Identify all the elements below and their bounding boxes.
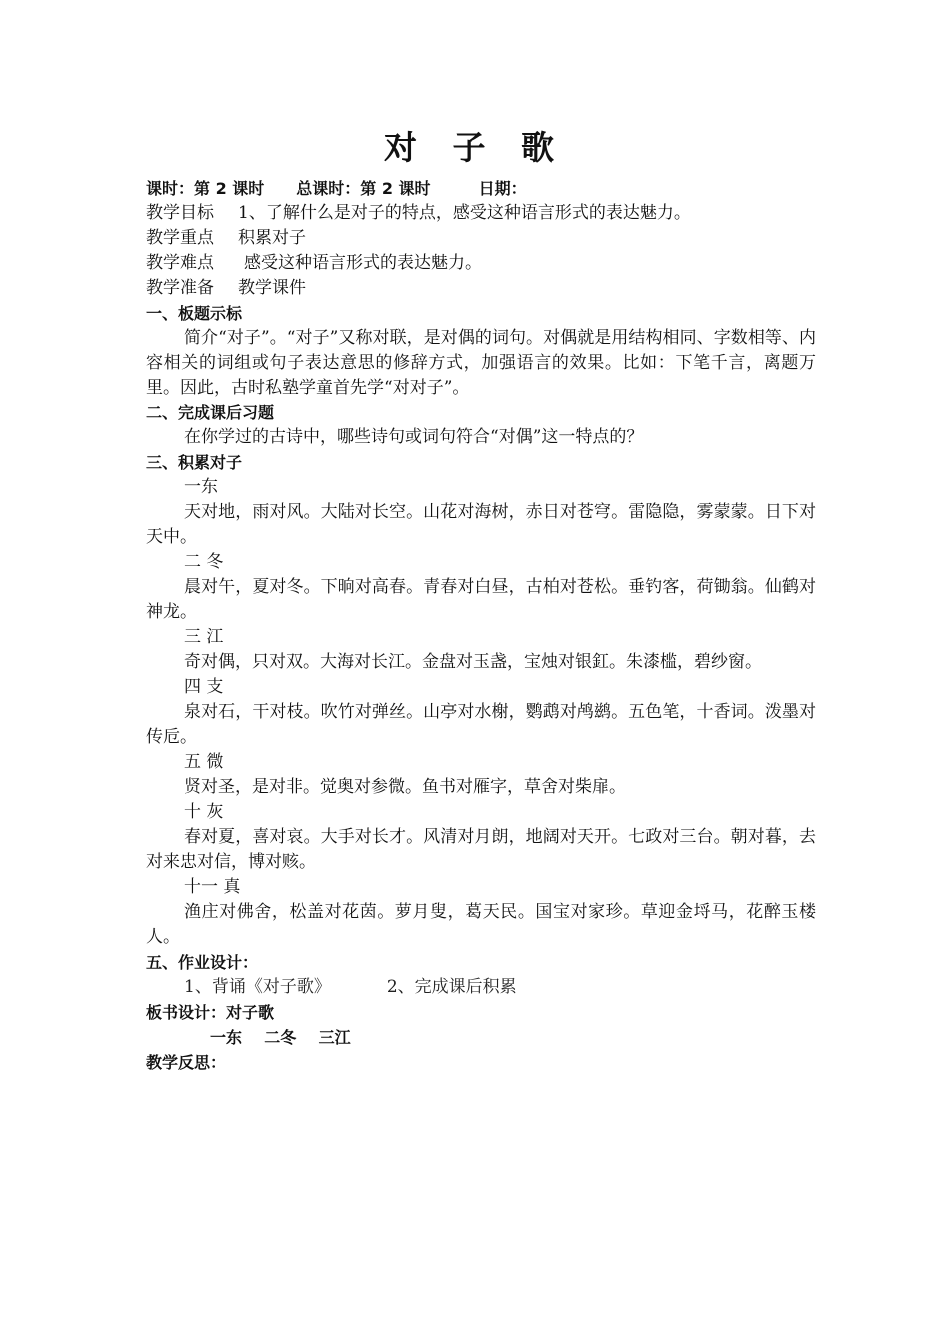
- board-design-label: 板书设计：对子歌: [146, 1003, 275, 1022]
- preparation-row: [146, 276, 816, 301]
- section-1-paragraph: 简介“对子”。“对子”又称对联，是对偶的词句。对偶就是用结构相同、字数相等、内容相关的词组或句子表达意思的修辞方式，加强语言的效果。比如：下笔千言，离题万里。因此，古时私塾学童首先学“对对子”。: [146, 328, 816, 398]
- objective-row: [146, 201, 816, 226]
- rhyme-6-text: 春对夏，喜对哀。大手对长才。风清对月朗，地阔对天开。七政对三台。朝对暮，去对来忠对信，博对赅。: [146, 827, 816, 872]
- lesson-meta-row: [146, 176, 816, 201]
- board-design-items: 一东 二冬 三江: [210, 1028, 351, 1047]
- section-2-heading: 二、完成课后习题: [146, 403, 275, 422]
- page-title: 对 子 歌: [384, 128, 566, 167]
- homework-item-1: 1、背诵《对子歌》: [184, 977, 331, 997]
- rhyme-2-name: 二 冬: [184, 552, 224, 572]
- objective-text: 1、了解什么是对子的特点，感受这种语言形式的表达魅力。: [238, 203, 691, 223]
- section-2-text: 在你学过的古诗中，哪些诗句或词句符合“对偶”这一特点的？: [184, 427, 644, 447]
- homework-item-2: 2、完成课后积累: [386, 977, 517, 997]
- rhyme-1-name: 一东: [184, 477, 218, 497]
- section-1-heading: 一、板题示标: [146, 304, 243, 323]
- objective-label: 教学目标: [146, 203, 214, 223]
- difficulty-label: 教学难点: [146, 253, 214, 273]
- rhyme-1-text: 天对地，雨对风。大陆对长空。山花对海树，赤日对苍穹。雷隐隐，雾蒙蒙。日下对天中。: [146, 502, 816, 547]
- reflection-label: 教学反思：: [146, 1053, 227, 1072]
- rhyme-5-text: 贤对圣，是对非。觉奥对参微。鱼书对雁字，草舍对柴扉。: [184, 777, 626, 797]
- rhyme-3-text: 奇对偶，只对双。大海对长江。金盘对玉盏，宝烛对银釭。朱漆槛，碧纱窗。: [184, 652, 762, 672]
- date-label: 日期：: [478, 179, 527, 198]
- key-point-row: [146, 226, 816, 251]
- rhyme-3-name: 三 江: [184, 627, 224, 647]
- rhyme-5-name: 五 微: [184, 752, 224, 772]
- lesson-label: 课时：第 2 课时: [146, 179, 265, 198]
- difficulty-row: [146, 251, 816, 276]
- rhyme-2-text: 晨对午，夏对冬。下晌对高春。青春对白昼，古柏对苍松。垂钓客，荷锄翁。仙鹤对神龙。: [146, 577, 816, 622]
- rhyme-7-text: 渔庄对佛舍，松盖对花茵。萝月叟，葛天民。国宝对家珍。草迎金埒马，花醉玉楼人。: [146, 902, 816, 947]
- difficulty-text: 感受这种语言形式的表达魅力。: [244, 253, 482, 273]
- key-point-text: 积累对子: [238, 228, 306, 248]
- section-3-heading: 三、积累对子: [146, 453, 243, 472]
- homework-row: [184, 975, 816, 1000]
- preparation-label: 教学准备: [146, 278, 214, 298]
- total-lesson-label: 总课时：第 2 课时: [296, 179, 431, 198]
- key-point-label: 教学重点: [146, 228, 214, 248]
- rhyme-4-name: 四 支: [184, 677, 224, 697]
- preparation-text: 教学课件: [238, 278, 306, 298]
- rhyme-7-name: 十一 真: [184, 877, 241, 897]
- rhyme-6-name: 十 灰: [184, 802, 224, 822]
- section-5-heading: 五、作业设计：: [146, 953, 259, 972]
- rhyme-4-text: 泉对石，干对枝。吹竹对弹丝。山亭对水榭，鹦鹉对鸬鹚。五色笔，十香词。泼墨对传卮。: [146, 702, 816, 747]
